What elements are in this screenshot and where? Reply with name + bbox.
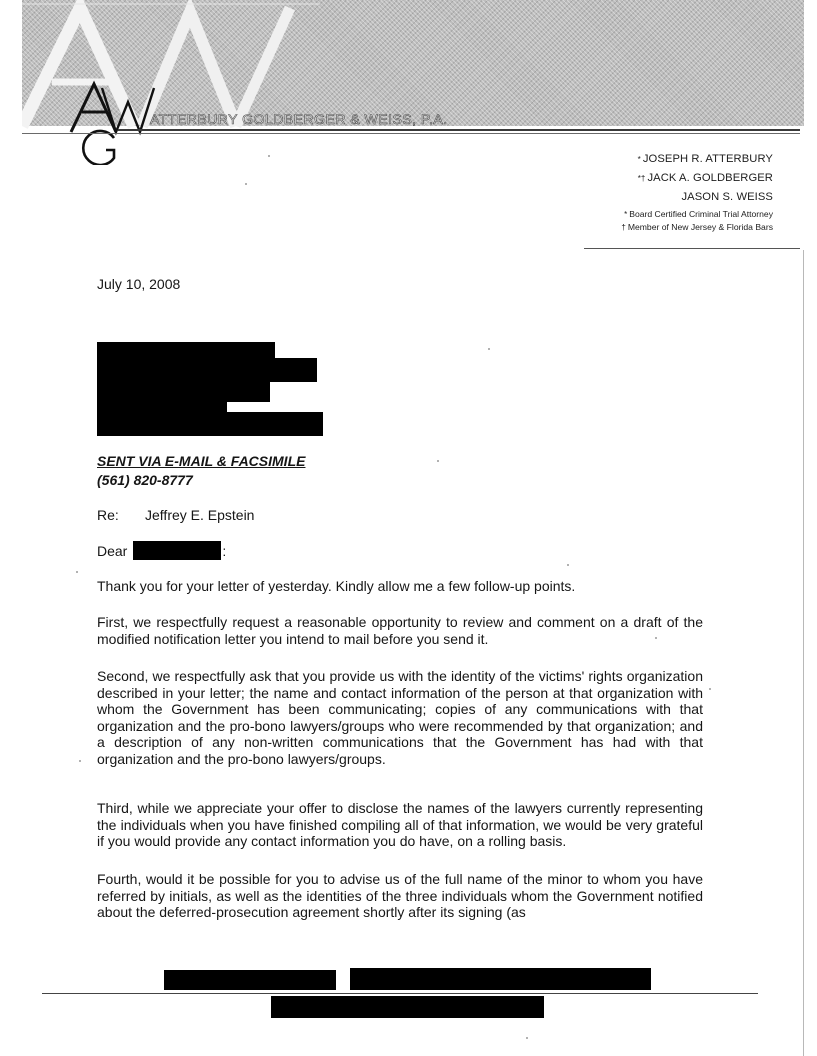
- attorney-block-rule: [584, 248, 800, 249]
- attorney-name: * JOSEPH R. ATTERBURY: [637, 153, 773, 165]
- salutation: [97, 541, 226, 560]
- scan-speck: [709, 688, 711, 690]
- subject-line: [97, 507, 254, 523]
- fax-number: (561) 820-8777: [97, 472, 193, 488]
- scan-speck: [655, 637, 657, 639]
- footer-rule: [42, 993, 758, 994]
- redacted-footer-line: [164, 970, 336, 990]
- attorney-name: JASON S. WEISS: [681, 191, 773, 203]
- redacted-address-line: [97, 380, 270, 402]
- attorney-roster: [621, 150, 773, 234]
- scan-speck: [245, 183, 247, 185]
- firm-monogram-logo: [22, 0, 322, 165]
- body-paragraph: Fourth, would it be possible for you to advise us of the full name of the minor to whom you have referred by initials, as well as the identities of the three individuals whom the Government notified about the deferred-prosecution agreement shortly after its signing (as: [97, 871, 703, 921]
- subject-text: Jeffrey E. Epstein: [145, 507, 255, 523]
- scan-speck: [76, 571, 78, 573]
- body-paragraph: First, we respectfully request a reasonable opportunity to review and comment on a draft of the modified notification letter you intend to mail before you send it.: [97, 614, 703, 647]
- delivery-method: SENT VIA E-MAIL & FACSIMILE: [97, 453, 306, 469]
- scan-speck: [79, 760, 81, 762]
- scan-speck: [488, 348, 490, 350]
- credential-note: * Board Certified Criminal Trial Attorney: [624, 209, 773, 219]
- redacted-footer-line: [271, 996, 544, 1018]
- letterhead-rule: [118, 129, 800, 131]
- scan-speck: [567, 564, 569, 566]
- credential-note: † Member of New Jersey & Florida Bars: [621, 222, 773, 232]
- salutation-colon: :: [222, 543, 227, 559]
- body-paragraph: Third, while we appreciate your offer to disclose the names of the lawyers currently representing the individuals when you have finished compiling all of that information, we would be very grateful if you would provide any contact information you do have, on a rolling basis.: [97, 800, 703, 850]
- page-edge-line: [803, 250, 804, 1056]
- subject-label: Re:: [97, 507, 119, 523]
- body-paragraph: Thank you for your letter of yesterday. Kindly allow me a few follow-up points.: [97, 578, 576, 594]
- salutation-text: Dear: [97, 543, 128, 559]
- scan-speck: [437, 460, 439, 462]
- body-paragraph: Second, we respectfully ask that you provide us with the identity of the victims' rights organization described in your letter; the name and contact information of the person at that organization with whom the Government has been communicating; copies of any communications with that organization and the pro-bono lawyers/groups who were recommended by that organization; and a description of any non-written communications that the Government has had with that organization and the pro-bono lawyers/groups.: [97, 668, 703, 767]
- scan-speck: [268, 155, 270, 157]
- letterhead-rule-thin: [22, 133, 800, 134]
- redacted-address-line: [97, 412, 323, 436]
- attorney-name: *† JACK A. GOLDBERGER: [637, 172, 773, 184]
- firm-name: ATTERBURY GOLDBERGER & WEISS, P.A.: [150, 111, 448, 127]
- scan-speck: [526, 1037, 528, 1039]
- redacted-address-line: [97, 358, 317, 382]
- redacted-recipient-name: [133, 541, 221, 560]
- letter-date: July 10, 2008: [97, 276, 181, 292]
- redacted-footer-line: [350, 968, 651, 990]
